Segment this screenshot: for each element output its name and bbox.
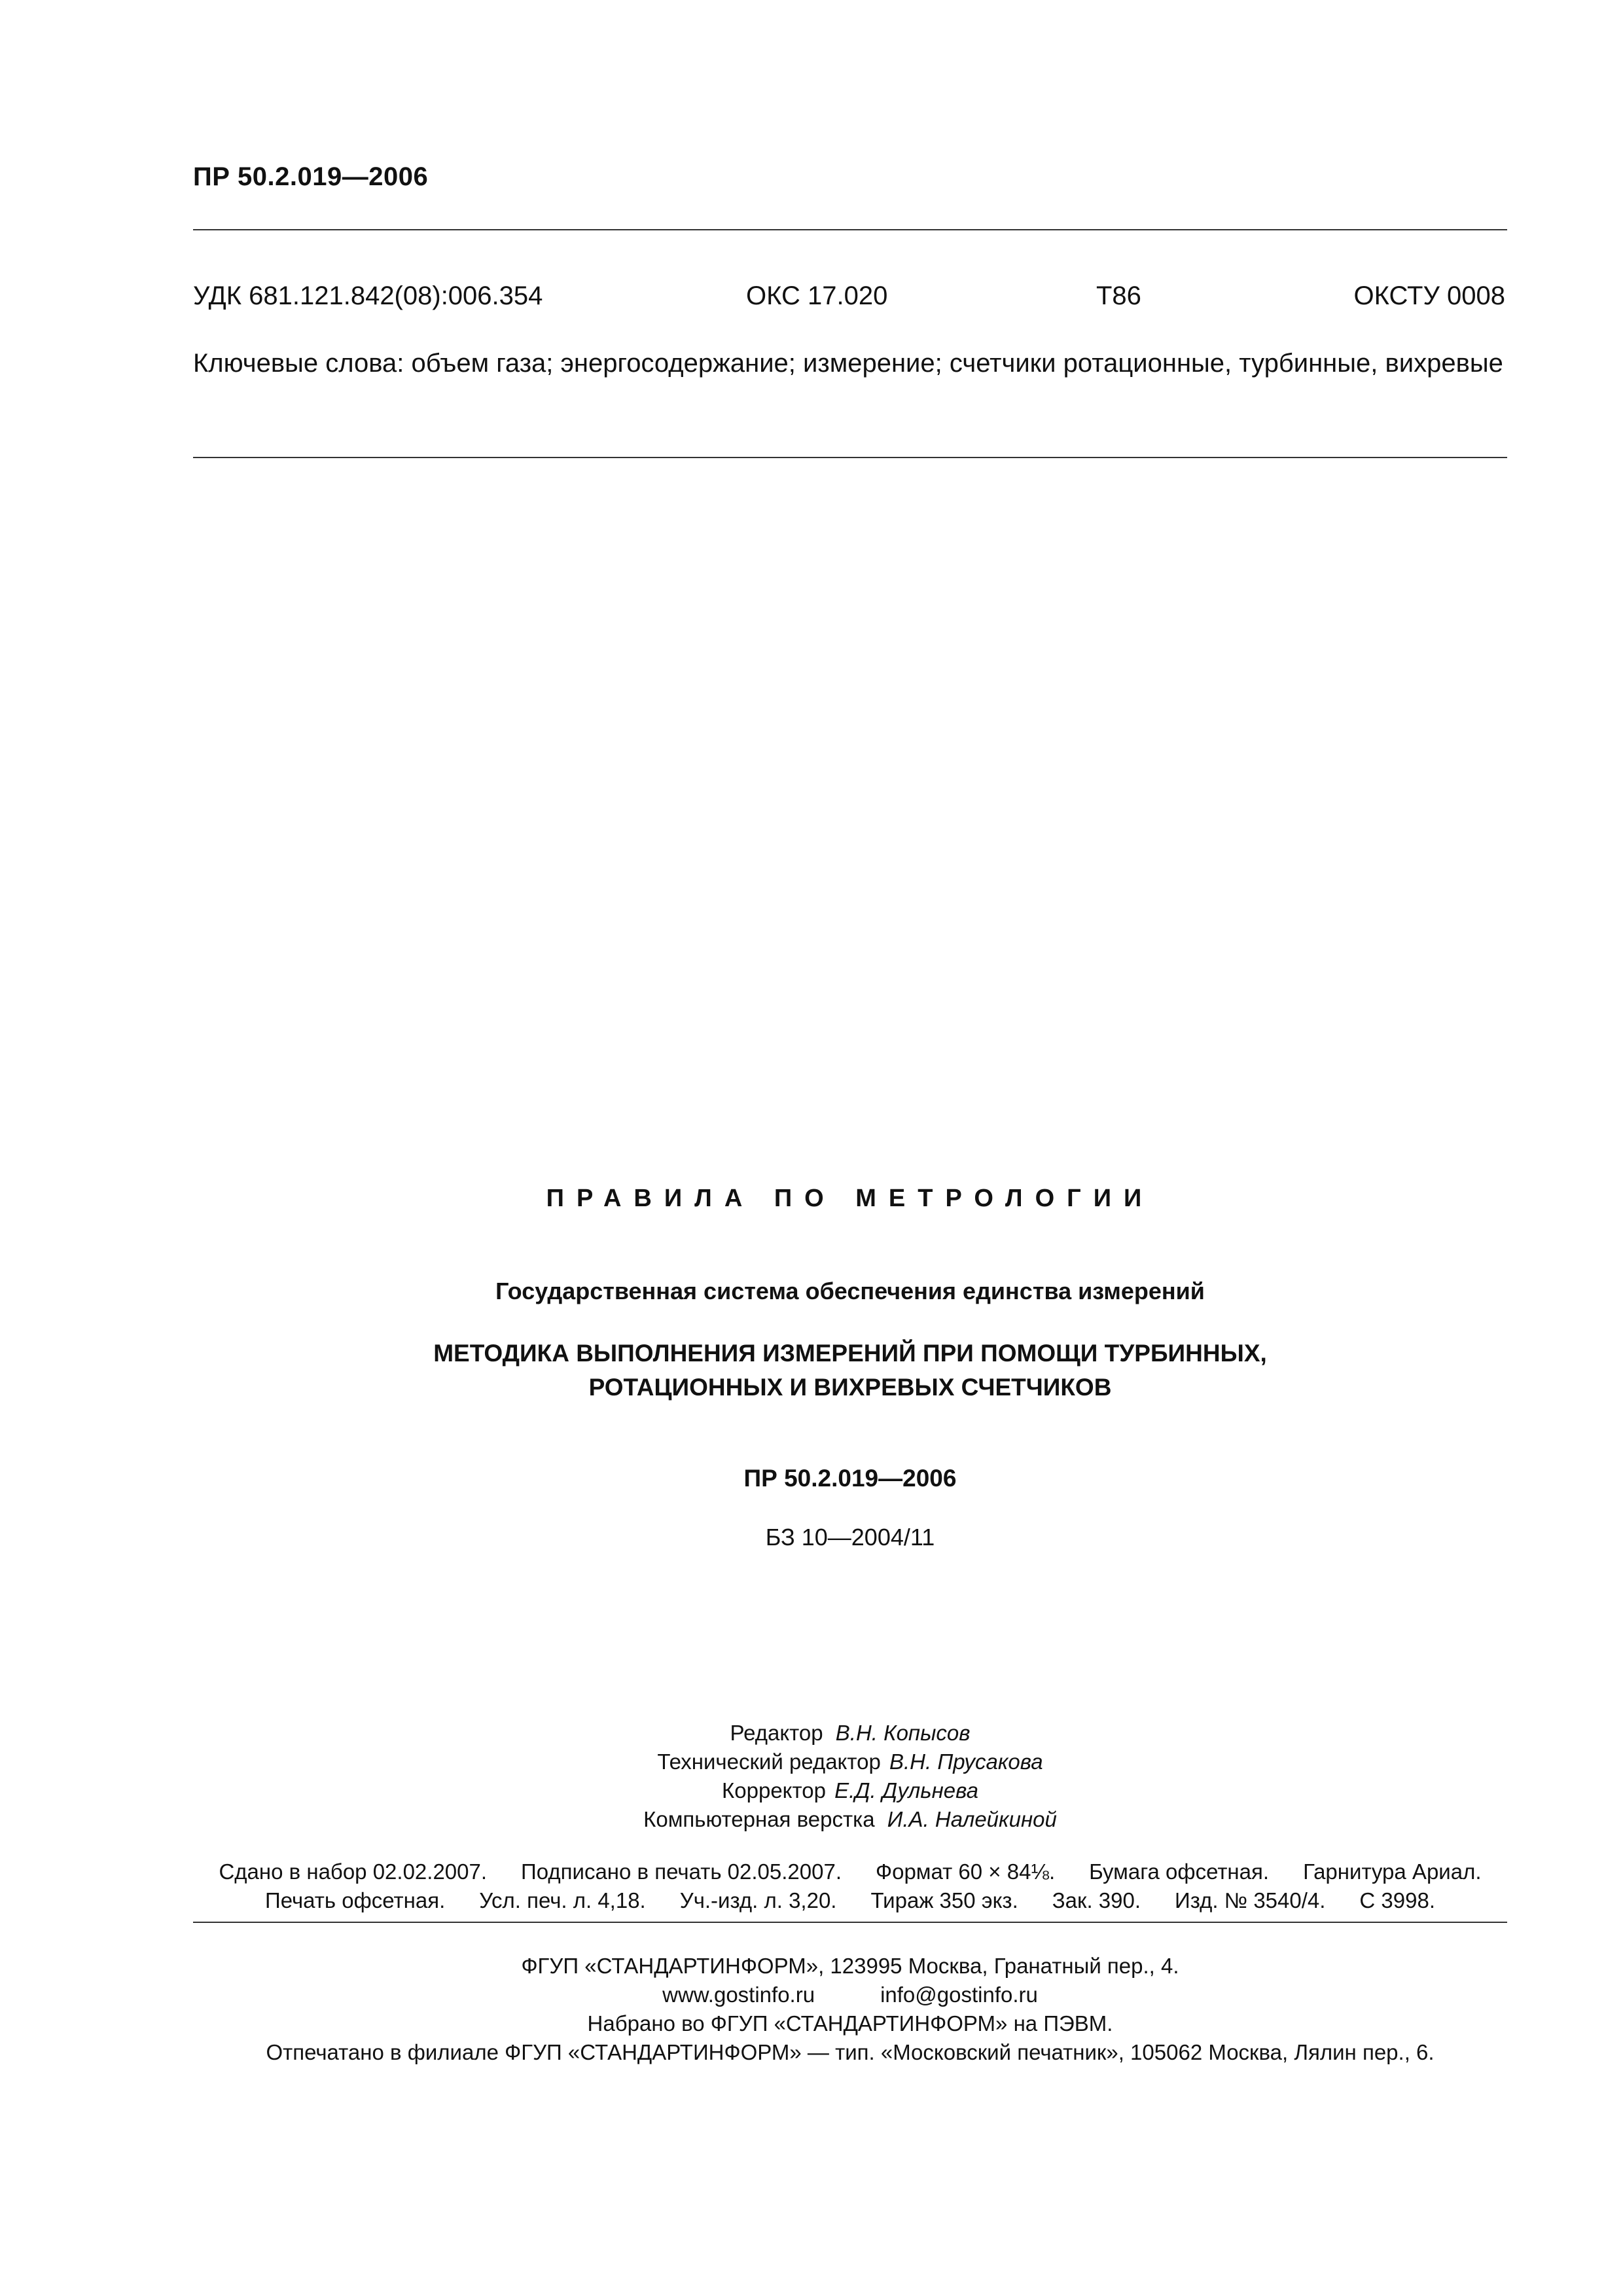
conventional-sheets: Усл. печ. л. 4,18.	[479, 1888, 646, 1912]
system-title: Государственная система обеспечения единства измерений	[495, 1278, 1205, 1304]
top-divider	[193, 229, 1507, 230]
publisher-website-link[interactable]: www.gostinfo.ru	[662, 1982, 815, 2007]
oks-code: ОКС 17.020	[746, 281, 888, 310]
signed-for-print: Подписано в печать 02.05.2007.	[521, 1859, 842, 1884]
credit-role: Технический редактор	[657, 1749, 881, 1774]
publisher-block	[193, 1952, 1507, 2067]
sent-to-typesetting: Сдано в набор 02.02.2007.	[219, 1859, 488, 1884]
method-title	[193, 1336, 1507, 1405]
paper-info: Бумага офсетная.	[1089, 1859, 1270, 1884]
t-code: Т86	[1096, 281, 1141, 310]
rules-title: ПРАВИЛА ПО МЕТРОЛОГИИ	[546, 1185, 1154, 1212]
credit-editor	[193, 1719, 1507, 1748]
keywords-divider	[193, 457, 1507, 458]
print-info-row-2	[193, 1886, 1507, 1915]
edition-number: Изд. № 3540/4.	[1175, 1888, 1326, 1912]
circulation: Тираж 350 экз.	[870, 1888, 1018, 1912]
credit-person: Е.Д. Дульнева	[834, 1778, 978, 1803]
credit-role: Компьютерная верстка	[643, 1807, 875, 1831]
method-title-line-2: РОТАЦИОННЫХ И ВИХРЕВЫХ СЧЕТЧИКОВ	[588, 1374, 1112, 1401]
print-type: Печать офсетная.	[264, 1888, 446, 1912]
print-info-block	[193, 1857, 1507, 1915]
standard-number: ПР 50.2.019—2006	[743, 1465, 957, 1492]
credit-person: И.А. Налейкиной	[887, 1807, 1057, 1831]
credit-tech-editor	[193, 1748, 1507, 1776]
okstu-code: ОКСТУ 0008	[1353, 281, 1505, 310]
publication-sheets: Уч.-изд. л. 3,20.	[679, 1888, 837, 1912]
publisher-divider	[193, 1922, 1507, 1923]
credit-person: В.Н. Копысов	[835, 1721, 971, 1745]
credits-block	[193, 1719, 1507, 1834]
publisher-email-link[interactable]: info@gostinfo.ru	[880, 1982, 1038, 2007]
bz-number: БЗ 10—2004/11	[765, 1524, 935, 1551]
typeface-info: Гарнитура Ариал.	[1303, 1859, 1482, 1884]
publisher-address: ФГУП «СТАНДАРТИНФОРМ», 123995 Москва, Гранатный пер., 4.	[521, 1954, 1179, 1978]
method-title-line-1: МЕТОДИКА ВЫПОЛНЕНИЯ ИЗМЕРЕНИЙ ПРИ ПОМОЩИ ТУРБИННЫХ,	[433, 1340, 1267, 1367]
print-info-row-1	[193, 1857, 1507, 1886]
credit-role: Корректор	[722, 1778, 826, 1803]
printed-note: Отпечатано в филиале ФГУП «СТАНДАРТИНФОРМ» — тип. «Московский печатник», 105062 Москва, Лялин пер., 6.	[266, 2040, 1435, 2064]
publisher-contacts	[193, 1981, 1507, 2009]
c-number: С 3998.	[1359, 1888, 1436, 1912]
typeset-note: Набрано во ФГУП «СТАНДАРТИНФОРМ» на ПЭВМ.	[587, 2011, 1113, 2036]
document-id-header: ПР 50.2.019—2006	[193, 162, 429, 191]
keywords-text: Ключевые слова: объем газа; энергосодержание; измерение; счетчики ротационные, турбинные, вихревые	[193, 349, 1503, 378]
credit-corrector	[193, 1776, 1507, 1805]
credit-role: Редактор	[730, 1721, 823, 1745]
format-info: Формат 60 × 84⅛.	[876, 1859, 1056, 1884]
credit-layout	[193, 1805, 1507, 1834]
credit-person: В.Н. Прусакова	[889, 1749, 1043, 1774]
classification-row	[193, 281, 1505, 314]
order-number: Зак. 390.	[1052, 1888, 1141, 1912]
udk-code: УДК 681.121.842(08):006.354	[193, 281, 543, 310]
